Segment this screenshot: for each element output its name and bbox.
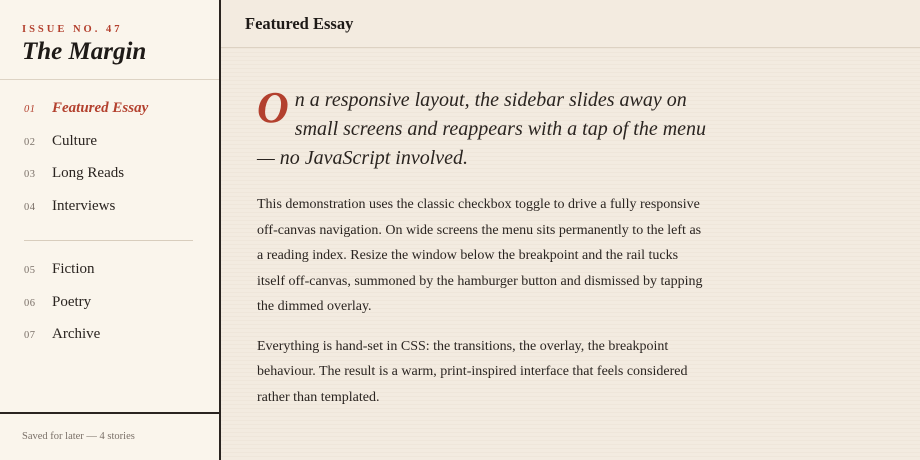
nav-item-long-reads[interactable] — [0, 165, 219, 198]
nav-item-featured-essay[interactable] — [0, 100, 219, 133]
brand-block — [0, 0, 219, 80]
nav-item-number: 04 — [24, 201, 36, 213]
nav-item-label: Poetry — [52, 293, 92, 310]
page-title: Featured Essay — [245, 14, 354, 33]
sidebar — [0, 0, 221, 460]
nav-divider — [24, 240, 193, 241]
nav-item-label: Featured Essay — [52, 100, 149, 116]
nav-item-number: 05 — [24, 265, 36, 276]
nav-item-number: 02 — [24, 136, 36, 148]
site-title[interactable]: The Margin — [22, 38, 147, 65]
nav-item-archive[interactable] — [0, 326, 219, 359]
nav-item-number: 06 — [24, 297, 36, 309]
nav-item-number: 03 — [24, 169, 36, 180]
nav-item-number: 01 — [24, 104, 36, 115]
nav-item-label: Interviews — [52, 197, 116, 214]
nav-item-poetry[interactable] — [0, 294, 219, 327]
article-paragraph: This demonstration uses the classic checkbox toggle to drive a fully responsive off-canvas navigation. On wide screens the menu sits permanently to the left as a reading index. Resize the window below the breakpoint and the rail tucks itself off-canvas, summoned by the hamburger button and dismissed by tapping the dimmed overlay. — [257, 197, 703, 314]
saved-for-later-note[interactable]: Saved for later — 4 stories — [0, 412, 219, 460]
top-bar — [221, 0, 920, 48]
issue-label: ISSUE NO. 47 — [22, 24, 123, 35]
article-body — [257, 192, 707, 410]
sidebar-nav — [0, 80, 219, 359]
nav-item-label: Long Reads — [52, 165, 125, 181]
nav-item-interviews[interactable] — [0, 198, 219, 231]
drop-cap: O — [257, 83, 289, 132]
lede-text: n a responsive layout, the sidebar slides away on small screens and reappears with a tap of the menu — no JavaScript involved. — [257, 89, 707, 169]
nav-item-fiction[interactable] — [0, 261, 219, 294]
nav-item-number: 07 — [24, 330, 36, 341]
article-lede — [257, 83, 717, 173]
nav-item-label: Culture — [52, 132, 97, 149]
nav-item-label: Archive — [52, 326, 101, 342]
article-paragraph: Everything is hand-set in CSS: the transitions, the overlay, the breakpoint behaviour. The result is a warm, print-inspired interface that feels considered rather than templated. — [257, 338, 688, 405]
nav-item-culture[interactable] — [0, 133, 219, 166]
nav-item-label: Fiction — [52, 261, 95, 277]
article-area — [221, 48, 920, 460]
